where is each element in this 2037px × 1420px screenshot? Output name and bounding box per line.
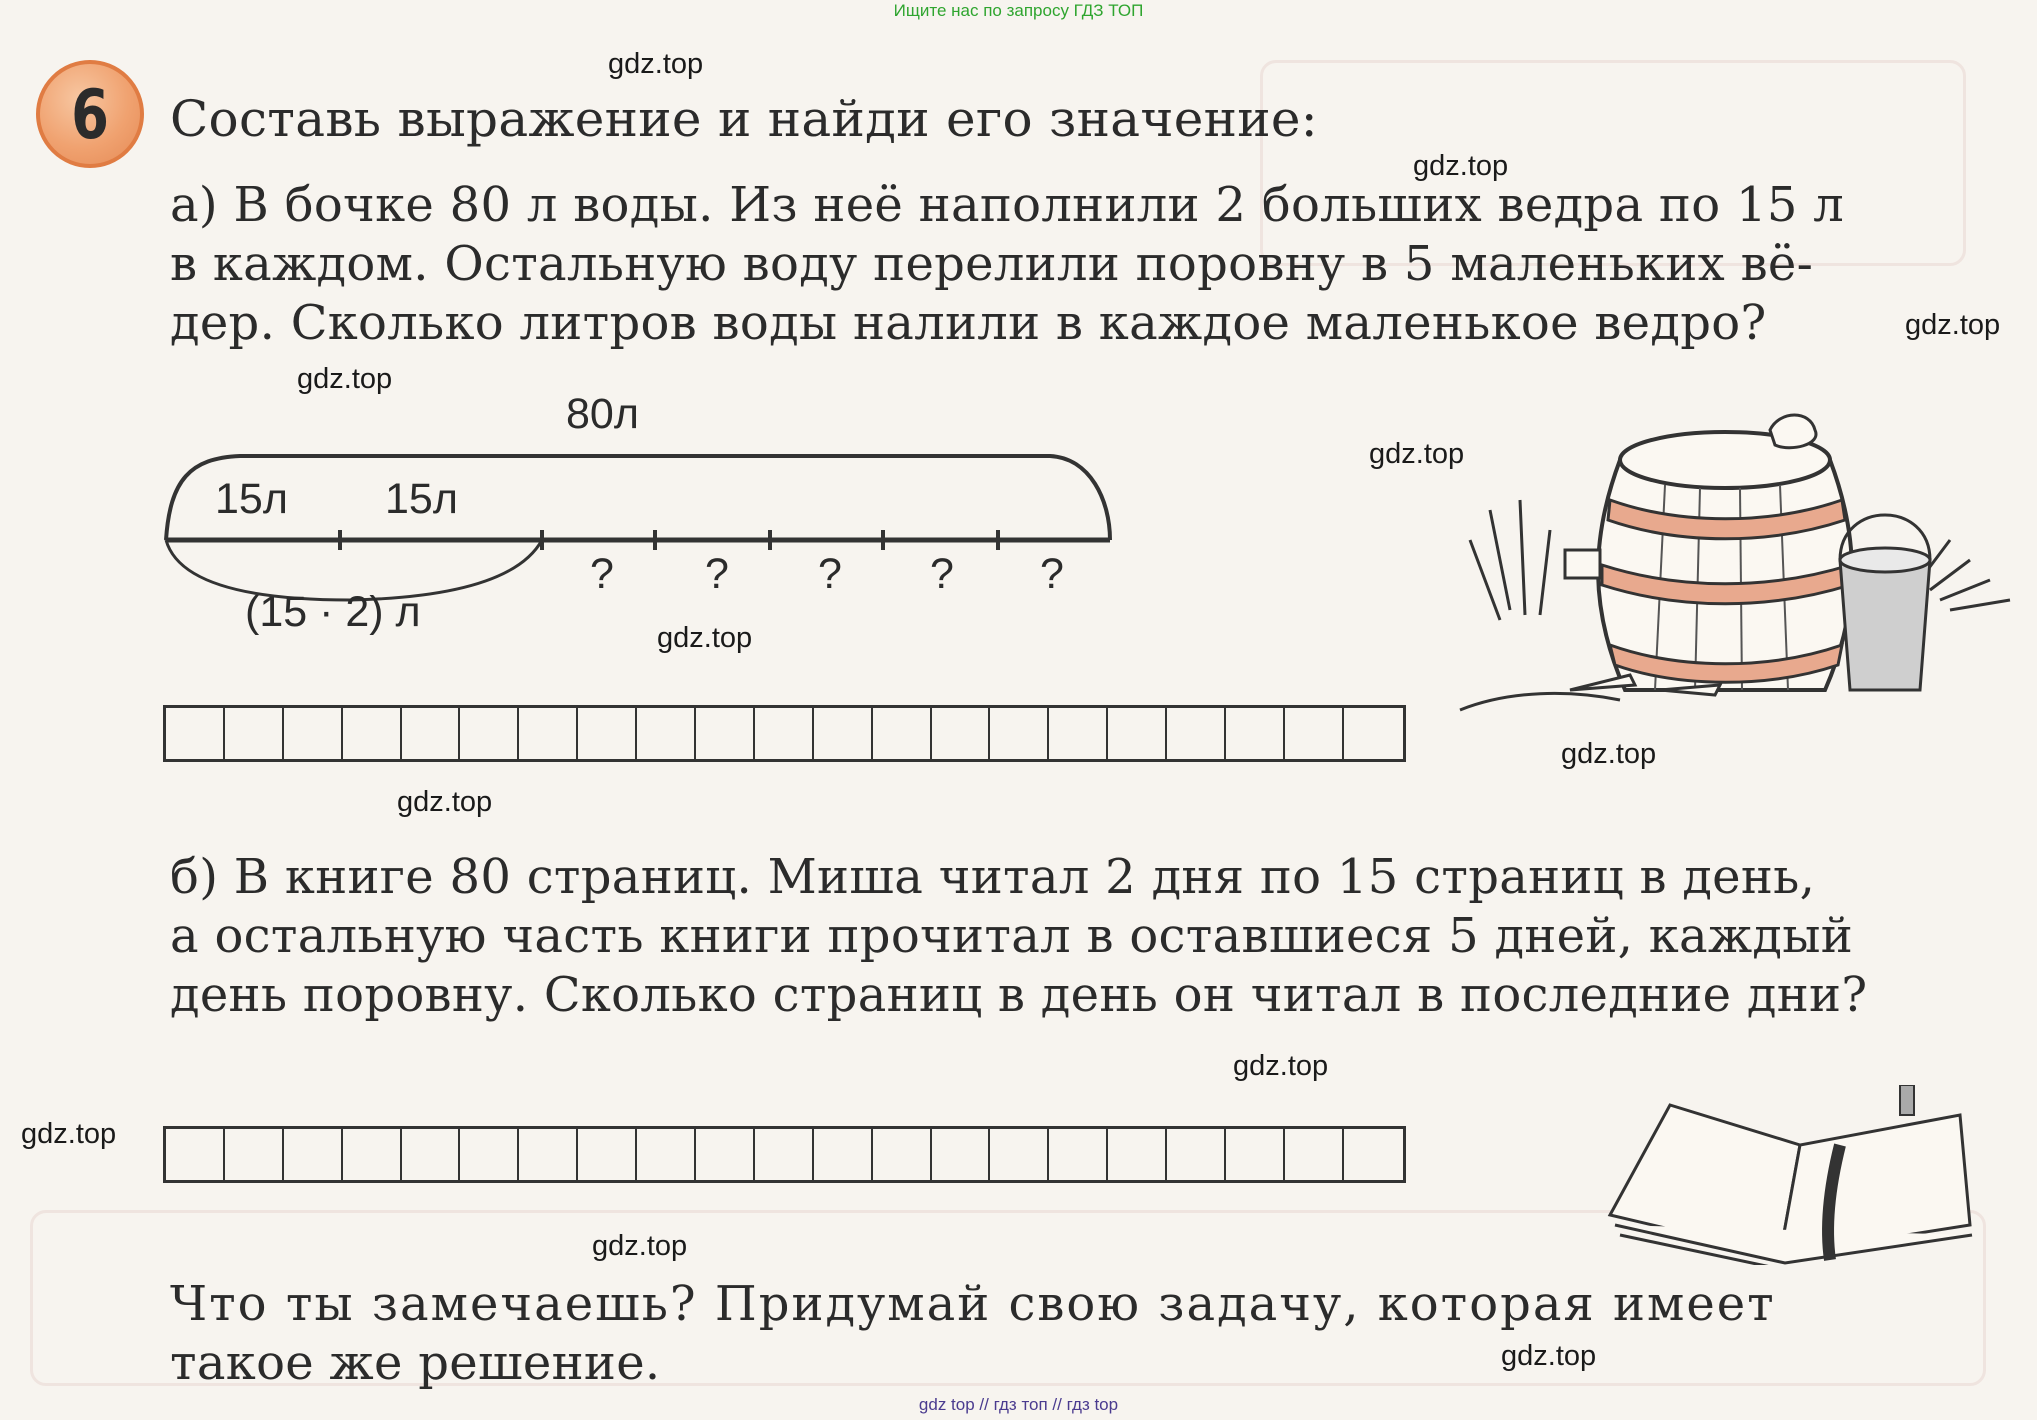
answer-cell[interactable] (990, 708, 1049, 759)
answer-cell[interactable] (1108, 1129, 1167, 1180)
watermark: gdz.top (1369, 438, 1465, 470)
answer-cell[interactable] (578, 708, 637, 759)
watermark: gdz.top (1413, 150, 1509, 182)
answer-cell[interactable] (284, 1129, 343, 1180)
answer-cell[interactable] (402, 708, 461, 759)
answer-cell[interactable] (1108, 708, 1167, 759)
watermark: gdz.top (1233, 1050, 1329, 1082)
segment-label-2: 15л (385, 475, 458, 523)
answer-cell[interactable] (932, 708, 991, 759)
closing-line-2: такое же решение. (170, 1335, 661, 1391)
answer-cell[interactable] (873, 708, 932, 759)
answer-cell[interactable] (402, 1129, 461, 1180)
closing-line-1: Что ты замечаешь? Придумай свою задачу, которая имеет (170, 1276, 1776, 1332)
answer-cell[interactable] (1285, 1129, 1344, 1180)
answer-cell[interactable] (460, 1129, 519, 1180)
answer-cell[interactable] (1226, 1129, 1285, 1180)
answer-cell[interactable] (343, 1129, 402, 1180)
watermark: gdz.top (608, 48, 704, 80)
unknown-mark: ? (1040, 550, 1064, 598)
bracket-label: (15 · 2) л (245, 588, 421, 636)
answer-cell[interactable] (460, 708, 519, 759)
answer-cell[interactable] (755, 1129, 814, 1180)
part-a-line-2: в каждом. Остальную воду перелили поровну в 5 маленьких вё- (170, 236, 1814, 292)
answer-grid-b[interactable] (163, 1126, 1406, 1183)
answer-cell[interactable] (225, 1129, 284, 1180)
unknown-mark: ? (818, 550, 842, 598)
answer-grid-a[interactable] (163, 705, 1406, 762)
answer-cell[interactable] (755, 708, 814, 759)
book-illustration (1600, 1085, 1980, 1265)
answer-cell[interactable] (284, 708, 343, 759)
answer-cell[interactable] (1167, 708, 1226, 759)
answer-cell[interactable] (696, 1129, 755, 1180)
answer-cell[interactable] (1344, 708, 1403, 759)
unknown-mark: ? (930, 550, 954, 598)
watermark: gdz.top (657, 622, 753, 654)
watermark: gdz.top (1561, 738, 1657, 770)
answer-cell[interactable] (1049, 708, 1108, 759)
answer-cell[interactable] (696, 708, 755, 759)
part-a-line-1: а) В бочке 80 л воды. Из неё наполнили 2 больших ведра по 15 л (170, 177, 1845, 233)
answer-cell[interactable] (1344, 1129, 1403, 1180)
total-arc (166, 456, 1110, 540)
answer-cell[interactable] (1226, 708, 1285, 759)
part-a-line-3: дер. Сколько литров воды налили в каждое маленькое ведро? (170, 295, 1767, 351)
answer-cell[interactable] (637, 708, 696, 759)
segment-label-1: 15л (215, 475, 288, 523)
answer-cell[interactable] (166, 1129, 225, 1180)
part-b-line-2: а остальную часть книги прочитал в оставшиеся 5 дней, каждый (170, 908, 1854, 964)
answer-cell[interactable] (578, 1129, 637, 1180)
answer-cell[interactable] (814, 1129, 873, 1180)
watermark: gdz.top (21, 1118, 117, 1150)
answer-cell[interactable] (932, 1129, 991, 1180)
answer-cell[interactable] (225, 708, 284, 759)
task-heading: Составь выражение и найди его значение: (170, 90, 1318, 148)
answer-cell[interactable] (1049, 1129, 1108, 1180)
answer-cell[interactable] (166, 708, 225, 759)
task-number: 6 (71, 76, 109, 155)
task-number-badge (36, 60, 144, 168)
barrel-illustration (1450, 390, 2037, 720)
watermark: gdz.top (1905, 309, 2001, 341)
part-b-line-1: б) В книге 80 страниц. Миша читал 2 дня по 15 страниц в день, (170, 849, 1816, 905)
watermark: gdz.top (592, 1230, 688, 1262)
answer-cell[interactable] (990, 1129, 1049, 1180)
bottom-banner: gdz top // гдз топ // гдз top (918, 1395, 1119, 1414)
answer-cell[interactable] (873, 1129, 932, 1180)
answer-cell[interactable] (637, 1129, 696, 1180)
answer-cell[interactable] (343, 708, 402, 759)
answer-cell[interactable] (1167, 1129, 1226, 1180)
unknown-mark: ? (705, 550, 729, 598)
answer-cell[interactable] (814, 708, 873, 759)
total-label: 80л (566, 390, 639, 438)
watermark: gdz.top (397, 786, 493, 818)
unknown-mark: ? (590, 550, 614, 598)
watermark: gdz.top (297, 363, 393, 395)
answer-cell[interactable] (1285, 708, 1344, 759)
answer-cell[interactable] (519, 1129, 578, 1180)
answer-cell[interactable] (519, 708, 578, 759)
top-banner: Ищите нас по запросу ГДЗ ТОП (893, 1, 1144, 20)
part-b-line-3: день поровну. Сколько страниц в день он читал в последние дни? (170, 967, 1868, 1023)
watermark: gdz.top (1501, 1340, 1597, 1372)
